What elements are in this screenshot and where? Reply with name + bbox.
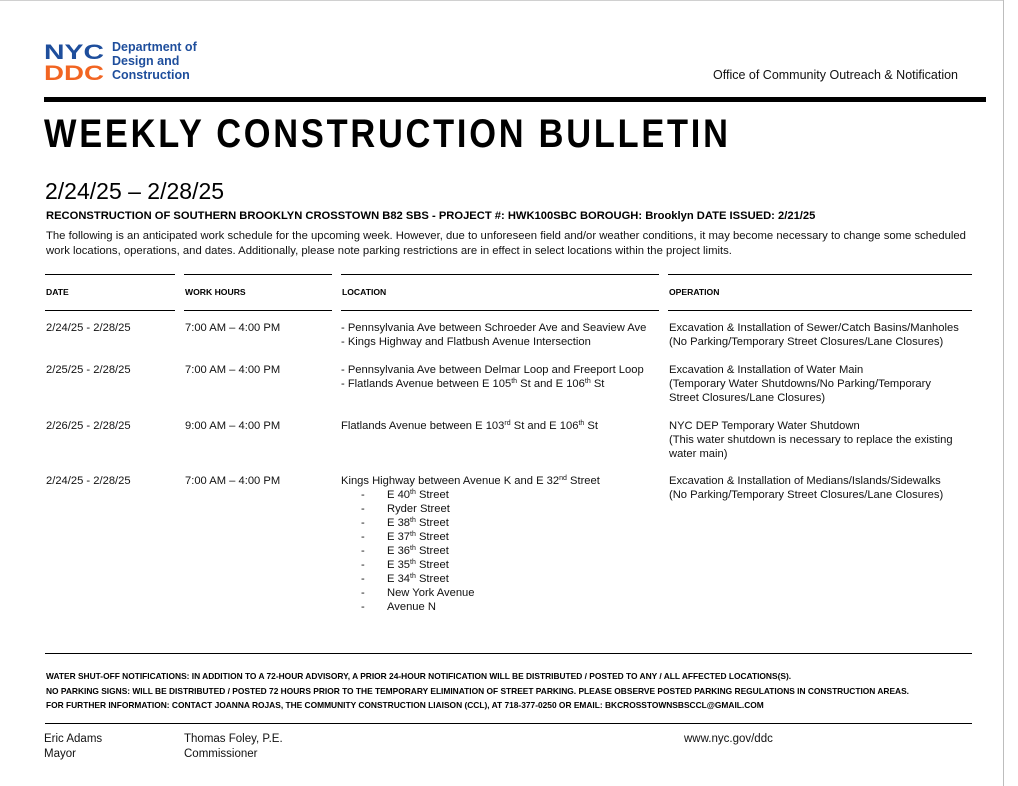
ordinal-suffix: th <box>578 420 585 427</box>
department-line: Department of <box>112 40 197 54</box>
operation-line: NYC DEP Temporary Water Shutdown <box>669 420 860 432</box>
location-text: - Flatlands Avenue between E 105 <box>341 378 512 390</box>
street-text: E 34 <box>387 573 411 585</box>
location-line <box>341 474 600 488</box>
contact-text: , THE COMMUNITY CONSTRUCTION LIAISON ( <box>280 700 468 710</box>
column-header-date: DATE <box>46 287 69 297</box>
contact-text: FOR FURTHER INFORMATION: CONTACT <box>46 700 215 710</box>
row-date: 2/24/25 - 2/28/25 <box>46 475 131 487</box>
street-text: E 38 <box>387 517 411 529</box>
logo-nyc: NYC <box>44 41 104 64</box>
operation-line: water main) <box>669 448 728 460</box>
street-name <box>387 600 436 614</box>
street-name <box>387 544 449 558</box>
row-operation <box>669 363 931 405</box>
street-name <box>387 572 449 586</box>
operation-line: Excavation & Installation of Water Main <box>669 364 864 376</box>
operation-line: Excavation & Installation of Medians/Islands/Sidewalks <box>669 475 941 487</box>
row-location <box>341 419 598 433</box>
table-row <box>46 474 131 488</box>
ordinal-suffix: th <box>410 573 416 580</box>
row-location <box>341 321 646 349</box>
row-hours: 7:00 AM – 4:00 PM <box>185 364 281 376</box>
ordinal-suffix: th <box>511 378 518 385</box>
location-text: St and E 106 <box>510 420 579 432</box>
ccl-abbrev: CCL <box>467 700 485 710</box>
street-text: Avenue N <box>387 601 436 613</box>
table-header-bottom-rule <box>668 310 972 311</box>
page-right-edge <box>1003 0 1004 786</box>
street-text: Ryder Street <box>387 503 450 515</box>
column-header-hours: WORK HOURS <box>185 287 246 297</box>
table-row <box>46 363 131 377</box>
street-list-item <box>341 572 600 586</box>
location-line: - Kings Highway and Flatbush Avenue Intersection <box>341 336 591 348</box>
department-line: Design and <box>112 54 180 68</box>
column-header-operation: OPERATION <box>669 287 720 297</box>
street-text: Street <box>415 489 449 501</box>
nyc-ddc-logo <box>44 40 106 82</box>
row-date: 2/26/25 - 2/28/25 <box>46 420 131 432</box>
no-parking-note: NO PARKING SIGNS: WILL BE DISTRIBUTED / POSTED 72 HOURS PRIOR TO THE TEMPORARY ELIMINATION OF STREET PARKING. PLEASE OBSERVE POSTED PARKING REGULATIONS IN CONSTRUCTION AREAS. <box>46 685 909 696</box>
ordinal-suffix: th <box>410 489 416 496</box>
mayor-name: Eric Adams <box>44 733 103 745</box>
street-text: Street <box>415 531 449 543</box>
bullet-dash: - <box>361 587 365 599</box>
bullet-dash: - <box>361 573 365 585</box>
ordinal-suffix: th <box>410 531 416 538</box>
mayor-title: Mayor <box>44 748 76 760</box>
commissioner-block <box>184 732 283 762</box>
notes-bottom-rule <box>45 723 972 724</box>
ordinal-suffix: th <box>584 378 591 385</box>
table-header-bottom-rule <box>45 310 175 311</box>
street-text: Street <box>415 517 449 529</box>
street-text: Street <box>415 559 449 571</box>
bullet-dash: - <box>361 531 365 543</box>
row-hours: 7:00 AM – 4:00 PM <box>185 475 281 487</box>
notes-section <box>46 669 909 713</box>
ordinal-suffix: nd <box>559 475 567 482</box>
street-list-item <box>341 502 600 516</box>
operation-line: Street Closures/Lane Closures) <box>669 392 826 404</box>
location-text: Flatlands Avenue between E 103 <box>341 420 505 432</box>
bullet-dash: - <box>361 601 365 613</box>
street-text: E 37 <box>387 531 411 543</box>
street-list-item <box>341 586 600 600</box>
bullet-dash: - <box>361 503 365 515</box>
office-name: Office of Community Outreach & Notification <box>713 68 959 82</box>
operation-line: (No Parking/Temporary Street Closures/Lane Closures) <box>669 336 944 348</box>
table-header-bottom-rule <box>184 310 332 311</box>
location-text: St <box>590 378 605 390</box>
ordinal-suffix: th <box>410 517 416 524</box>
bullet-dash: - <box>361 489 365 501</box>
water-shutoff-note: WATER SHUT-OFF NOTIFICATIONS: IN ADDITION TO A 72-HOUR ADVISORY, A PRIOR 24-HOUR NOTIFICATION WILL BE DISTRIBUTED / POSTED TO ANY / ALL AFFECTED LOCATIONS(S). <box>46 671 792 681</box>
location-line: - Pennsylvania Ave between Schroeder Ave and Seaview Ave <box>341 322 647 334</box>
street-text: E 36 <box>387 545 411 557</box>
table-header-top-rule <box>341 274 659 275</box>
row-operation <box>669 419 953 461</box>
week-range: 2/24/25 – 2/28/25 <box>45 178 225 204</box>
row-location <box>341 363 644 391</box>
logo-ddc: DDC <box>44 62 104 82</box>
operation-line: (This water shutdown is necessary to replace the existing <box>669 434 953 446</box>
operation-line: Excavation & Installation of Sewer/Catch Basins/Manholes <box>669 322 959 334</box>
location-line: - Pennsylvania Ave between Delmar Loop and Freeport Loop <box>341 364 644 376</box>
street-text: Street <box>415 545 449 557</box>
street-text: Street <box>415 573 449 585</box>
ordinal-suffix: rd <box>504 420 511 427</box>
row-operation <box>669 474 943 502</box>
department-name <box>112 40 197 82</box>
street-text: E 35 <box>387 559 411 571</box>
street-name <box>387 558 449 572</box>
page-top-edge <box>0 0 1004 1</box>
intro-text: The following is an anticipated work schedule for the upcoming week. However, due to unforeseen field and/or weather conditions, it may become necessary to change some scheduled work locations, operations, and dates. Additionally, please note parking restrictions are in effect in select locations within the project limits. <box>46 230 966 257</box>
contact-text: OR EMAIL: <box>556 700 605 710</box>
project-line: RECONSTRUCTION OF SOUTHERN BROOKLYN CROSSTOWN B82 SBS - PROJECT #: HWK100SBC BOROUGH: Brooklyn DATE ISSUED: 2/21/25 <box>46 210 816 222</box>
contact-phone: 718-377-0250 <box>504 700 557 710</box>
table-header-top-rule <box>45 274 175 275</box>
ordinal-suffix: th <box>410 559 416 566</box>
table-header-bottom-rule <box>341 310 659 311</box>
street-name <box>387 530 449 544</box>
bullet-dash: - <box>361 517 365 529</box>
street-list-item <box>341 530 600 544</box>
street-list-item <box>341 558 600 572</box>
location-text: St and E 106 <box>517 378 585 390</box>
contact-text: ), AT <box>484 700 505 710</box>
street-name <box>387 516 449 530</box>
street-text: E 40 <box>387 489 411 501</box>
operation-line: (No Parking/Temporary Street Closures/Lane Closures) <box>669 489 944 501</box>
location-line <box>341 419 598 433</box>
notes-top-rule <box>45 653 972 654</box>
website-link[interactable]: www.nyc.gov/ddc <box>684 733 773 745</box>
location-text: St <box>584 420 598 432</box>
street-list-item <box>341 516 600 530</box>
location-text: Street <box>566 475 600 487</box>
table-row <box>46 419 131 433</box>
row-hours: 7:00 AM – 4:00 PM <box>185 322 281 334</box>
table-header-top-rule <box>668 274 972 275</box>
street-name <box>387 488 449 502</box>
street-list-item <box>341 544 600 558</box>
bulletin-title: WEEKLY CONSTRUCTION BULLETIN <box>44 112 731 156</box>
location-text: Kings Highway between Avenue K and E 32 <box>341 475 560 487</box>
street-name <box>387 502 450 516</box>
location-line <box>341 377 644 391</box>
bullet-dash: - <box>361 545 365 557</box>
header-rule <box>44 97 986 102</box>
commissioner-name: Thomas Foley, P.E. <box>184 733 283 745</box>
street-list-item <box>341 488 600 502</box>
row-date: 2/24/25 - 2/28/25 <box>46 322 131 334</box>
street-list <box>341 488 600 614</box>
operation-line: (Temporary Water Shutdowns/No Parking/Temporary <box>669 378 931 390</box>
department-line: Construction <box>112 68 190 82</box>
contact-email: BKCROSSTOWNSBSCCL@GMAIL.COM <box>605 700 764 710</box>
ordinal-suffix: th <box>410 545 416 552</box>
commissioner-title: Commissioner <box>184 748 258 760</box>
table-header-top-rule <box>184 274 332 275</box>
table-row <box>46 321 131 335</box>
row-location <box>341 474 600 614</box>
contact-name: JOANNA ROJAS <box>214 700 281 710</box>
street-name <box>387 586 475 600</box>
row-hours: 9:00 AM – 4:00 PM <box>185 420 281 432</box>
street-text: New York Avenue <box>387 587 475 599</box>
street-list-item <box>341 600 600 614</box>
bullet-dash: - <box>361 559 365 571</box>
column-header-location: LOCATION <box>342 287 387 297</box>
row-operation <box>669 321 959 349</box>
mayor-block <box>44 732 102 762</box>
contact-note <box>46 698 909 713</box>
row-date: 2/25/25 - 2/28/25 <box>46 364 131 376</box>
